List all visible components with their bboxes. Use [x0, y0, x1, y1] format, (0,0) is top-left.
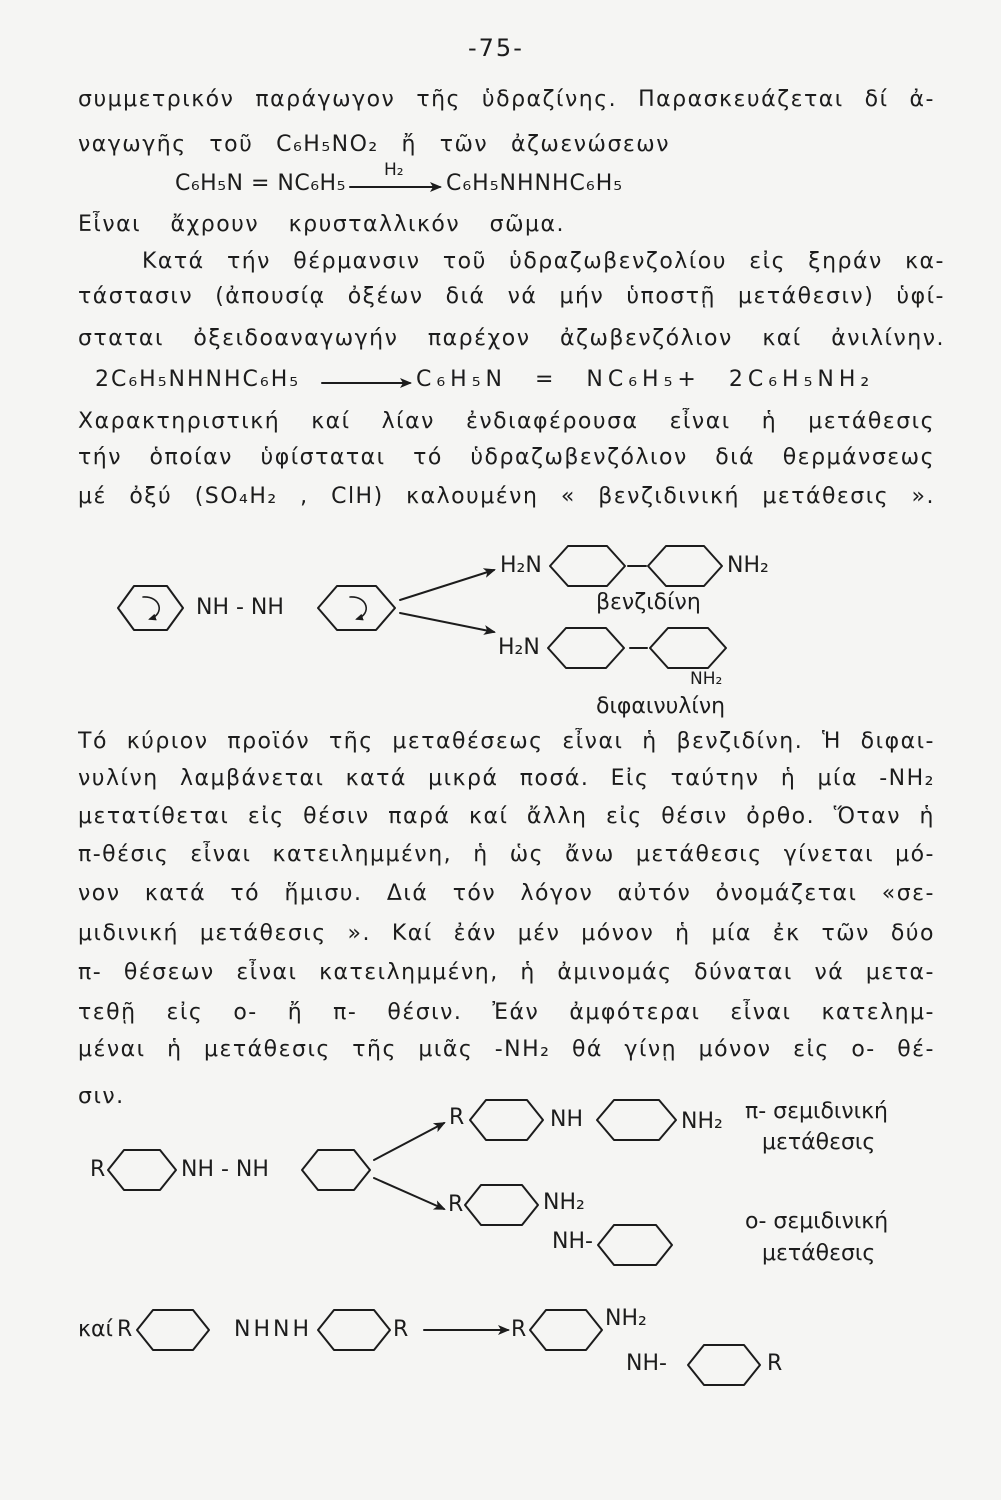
rearrangement-label: ο- σεμιδινική [745, 1209, 889, 1234]
substituent-label: H₂N [500, 553, 542, 578]
compound-name: βενζιδίνη [596, 590, 701, 615]
text-line: Χαρακτηριστική καί λίαν ἐνδιαφέρουσα εἶναι ἡ μετάθεσις [78, 409, 935, 434]
equation-product: C₆H₅N = NC₆H₅+ 2C₆H₅NH₂ [416, 367, 875, 392]
hydrazo-linker-label: NHNH [234, 1317, 312, 1342]
substituent-label: H₂N [498, 635, 540, 660]
substituent-label: R [767, 1351, 783, 1376]
text-line: ναγωγῆς τοῦ C₆H₅NO₂ ἤ τῶν ἀζωενώσεων [78, 132, 670, 157]
curved-arrow-icon [143, 597, 159, 619]
text-line: τήν ὁποίαν ὑφίσταται τό ὑδραζωβενζόλιον διά θερμάνσεως [78, 445, 935, 470]
text-line: Τό κύριον προϊόν τῆς μεταθέσεως εἶναι ἡ βενζιδίνη. Ἡ διφαι- [78, 729, 935, 754]
text-line: Εἶναι ἄχρουν κρυσταλλικόν σῶμα. [78, 212, 565, 237]
benzene-ring [648, 546, 722, 586]
benzene-ring [302, 1150, 370, 1190]
benzene-ring [688, 1345, 760, 1385]
substituent-label: R [449, 1105, 465, 1130]
benzene-ring [470, 1100, 543, 1140]
substituent-label: R [117, 1317, 133, 1342]
benzene-ring [548, 628, 624, 668]
equation-reactant: C₆H₅N = NC₆H₅ [175, 171, 346, 196]
equation-product: C₆H₅NHNHC₆H₅ [446, 171, 624, 196]
substituent-label: R [511, 1317, 527, 1342]
text-line: π-θέσις εἶναι κατειλημμένη, ἡ ὡς ἄνω μετάθεσις γίνεται μό- [78, 842, 935, 867]
substituent-label: NH₂ [690, 669, 723, 689]
text-line: σιν. [78, 1084, 125, 1109]
reaction-arrow [374, 1178, 444, 1209]
reagent-label: H₂ [384, 160, 404, 180]
conjunction-text: καί [78, 1317, 113, 1342]
benzene-ring [598, 1225, 672, 1265]
benzene-ring [465, 1185, 538, 1225]
text-line: Κατά τήν θέρμανσιν τοῦ ὑδραζωβενζολίου εἰς ξηράν κα- [142, 249, 945, 274]
benzene-ring [650, 628, 726, 668]
equation-reactant: 2C₆H₅NHNHC₆H₅ [95, 367, 301, 392]
compound-name: διφαινυλίνη [596, 694, 726, 719]
text-line: νυλίνη λαμβάνεται κατά μικρά ποσά. Εἰς ταύτην ἡ μία -NH₂ [78, 766, 935, 791]
text-line: μιδινική μετάθεσις ». Καί ἐάν μέν μόνον ἡ μία ἐκ τῶν δύο [78, 921, 935, 946]
substituent-label: R [90, 1157, 106, 1182]
benzene-ring [108, 1150, 176, 1190]
substituent-label: R [393, 1317, 409, 1342]
text-line: μέναι ἡ μετάθεσις τῆς μιᾶς -NH₂ θά γίνῃ μόνον εἰς ο- θέ- [78, 1037, 935, 1062]
reaction-arrow [400, 613, 494, 632]
substituent-label: NH₂ [605, 1306, 647, 1331]
rearrangement-label: μετάθεσις [762, 1241, 876, 1266]
benzene-ring [530, 1310, 602, 1350]
reaction-arrow [374, 1123, 444, 1160]
amine-linker-label: NH [550, 1107, 583, 1132]
hydrazo-linker-label: NH - NH [181, 1157, 269, 1182]
text-line: μέ ὀξύ (SO₄H₂ , ClH) καλουμένη « βενζιδινική μετάθεσις ». [78, 484, 935, 509]
amine-linker-label: NH- [552, 1229, 593, 1254]
rearrangement-label: π- σεμιδινική [745, 1099, 888, 1124]
text-line: τάστασιν (ἀπουσίᾳ ὀξέων διά νά μήν ὑποστῇ μετάθεσιν) ὑφί- [78, 284, 945, 309]
substituent-label: NH₂ [681, 1109, 723, 1134]
page-number: -75- [468, 34, 524, 62]
benzene-ring [118, 586, 183, 630]
text-line: νον κατά τό ἥμισυ. Διά τόν λόγον αὐτόν ὀνομάζεται «σε- [78, 881, 935, 906]
benzene-ring [137, 1310, 209, 1350]
amine-linker-label: NH- [626, 1351, 667, 1376]
benzene-ring [318, 586, 395, 630]
rearrangement-label: μετάθεσις [762, 1130, 876, 1155]
text-line: π- θέσεων εἶναι κατειλημμένη, ἡ ἀμινομάς δύναται νά μετα- [78, 960, 935, 985]
benzene-ring [597, 1100, 676, 1140]
text-line: σταται ὀξειδοαναγωγήν παρέχον ἀζωβενζόλιον καί ἀνιλίνην. [78, 326, 945, 351]
substituent-label: NH₂ [727, 553, 769, 578]
substituent-label: R [448, 1192, 464, 1217]
reaction-arrow [400, 570, 494, 600]
substituent-label: NH₂ [543, 1190, 585, 1215]
text-line: τεθῇ εἰς ο- ἤ π- θέσιν. Ἐάν ἀμφότεραι εἶναι κατελημ- [78, 1000, 935, 1025]
text-line: μετατίθεται εἰς θέσιν παρά καί ἄλλη εἰς θέσιν ὀρθο. Ὅταν ἡ [78, 804, 935, 829]
benzene-ring [550, 546, 625, 586]
curved-arrow-icon [350, 597, 366, 619]
text-line: συμμετρικόν παράγωγον τῆς ὑδραζίνης. Παρασκευάζεται δί ἀ- [78, 87, 935, 112]
benzene-ring [318, 1310, 390, 1350]
hydrazo-linker-label: NH - NH [196, 595, 284, 620]
